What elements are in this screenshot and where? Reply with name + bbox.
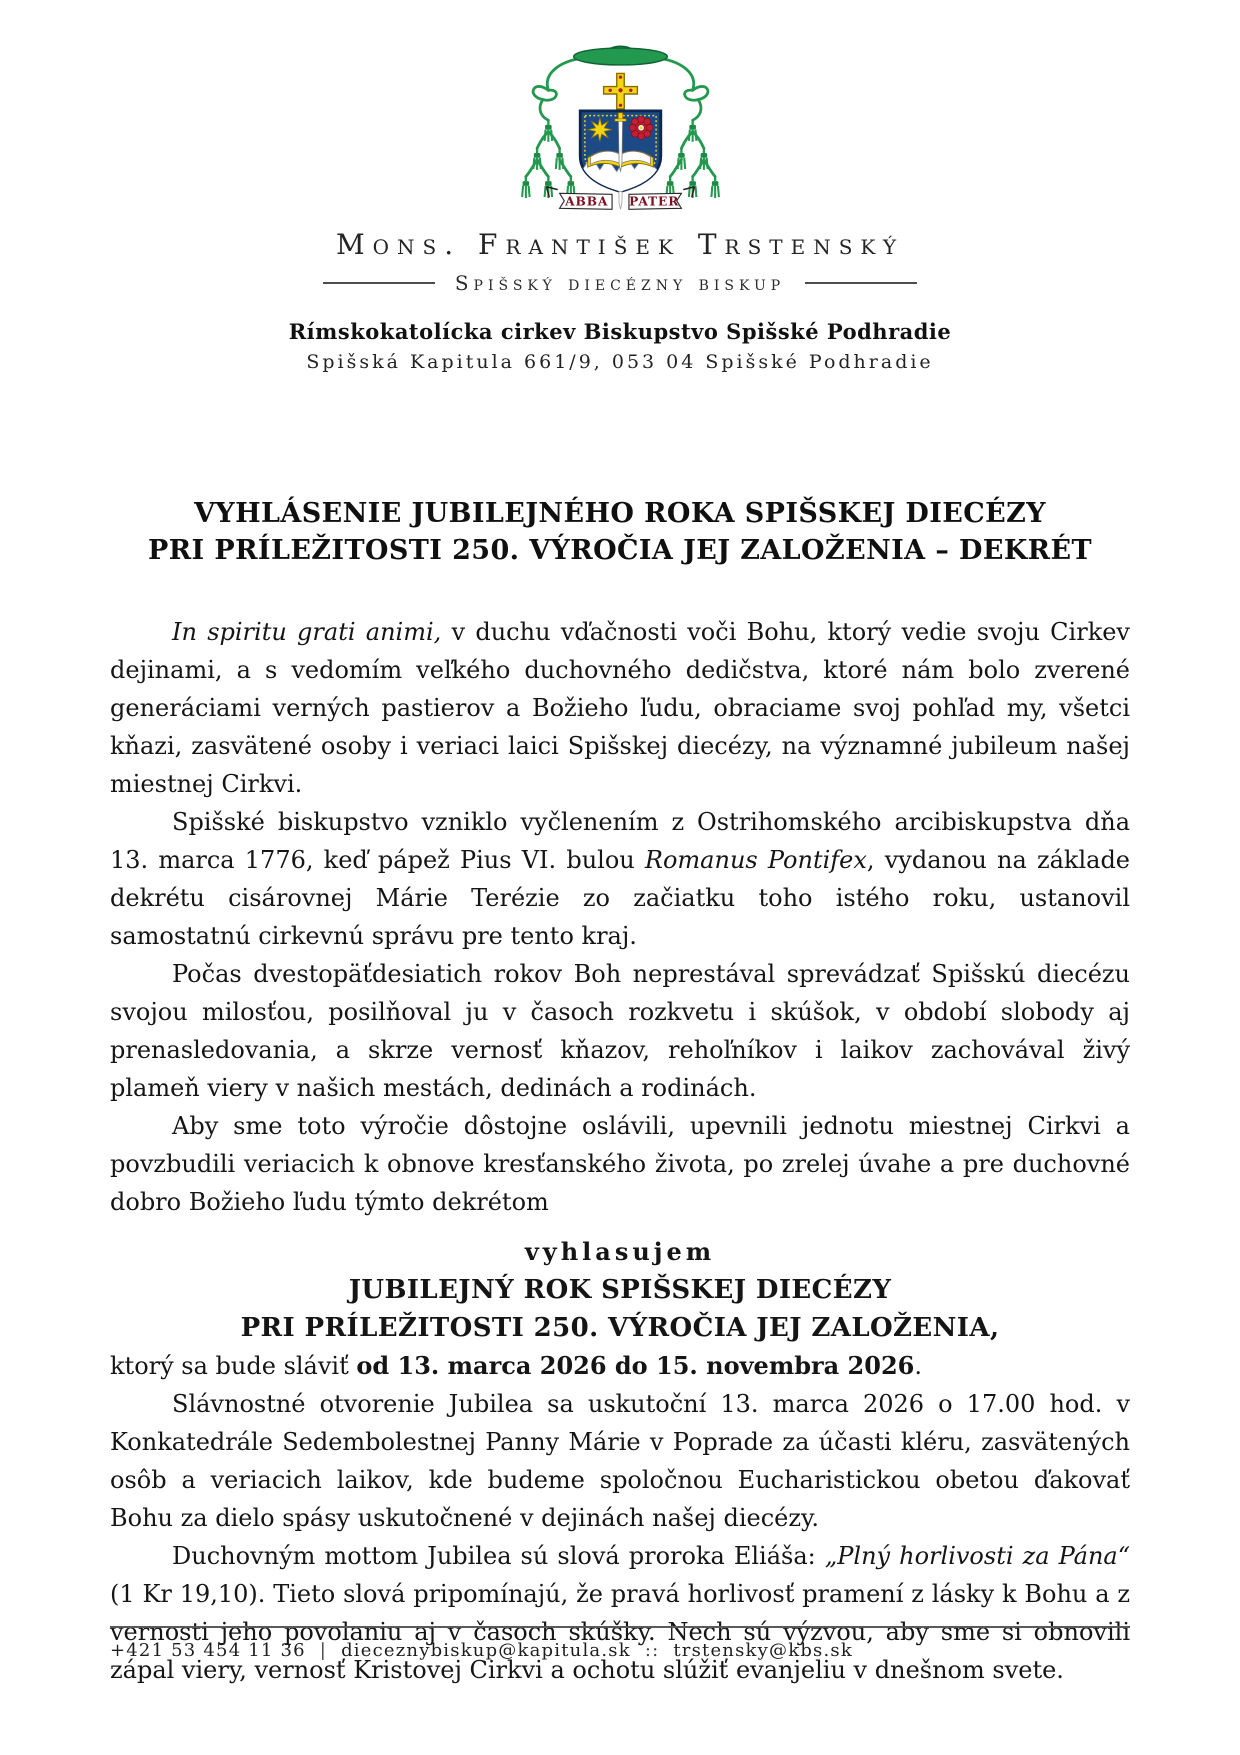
declaration-verb: vyhlasujem [524, 1237, 716, 1266]
paragraph-history: Spišské biskupstvo vzniklo vyčlenením z Ostrihomského arcibiskupstva dňa 13. marca 1776, keď pápež Pius VI. bulou Romanus Pontifex, vydanou na základe dekrétu cisárovnej Márie Terézie zo začiatku toho istého roku, ustanovil samostatnú cirkevnú správu pre tento kraj. [110, 808, 1131, 950]
motto-left-text: ABBA [564, 194, 608, 209]
letterhead [0, 0, 1240, 373]
organization-address: Spišská Kapitula 661/9, 053 04 Spišské Podhradie [306, 351, 934, 373]
paragraph-motto: Duchovným mottom Jubilea sú slová proroka Eliáša: „Plný horlivosti za Pána“ (1 Kr 19,10). Tieto slová pripomínajú, že pravá horlivosť pramení z lásky k Bohu a z vernosti jeho povolaniu aj v časoch skúšky. Nech sú výzvou, aby sme si obnovili zápal viery, vernosť Kristovej Cirkvi a ochotu slúžiť evanjeliu v dnešnom svete. [110, 1542, 1130, 1684]
paragraph-dates: ktorý sa bude sláviť od 13. marca 2026 do 15. novembra 2026. [110, 1351, 922, 1380]
rose-icon [629, 116, 653, 140]
document-title [0, 495, 1240, 569]
shield-icon [580, 111, 661, 192]
paragraph-opening-ceremony: Slávnostné otvorenie Jubilea sa uskutoční 13. marca 2026 o 17.00 hod. v Konkatedrále Sedembolestnej Panny Márie v Poprade za účasti kléru, zasvätených osôb a veriacich laikov, kde budeme spoločnou Eucharistickou obetou ďakovať Bohu za dielo spásy uskutočnené v dejinách našej diecézy. [110, 1390, 1130, 1532]
declaration-line2: PRI PRÍLEŽITOSTI 250. VÝROČIA JEJ ZALOŽENIA, [240, 1313, 1000, 1343]
footer-contact-bar [110, 1626, 1130, 1661]
footer-separator-1: | [319, 1640, 328, 1661]
sword-tip-icon [618, 191, 621, 209]
galero-hat-icon [573, 46, 667, 65]
bishop-role-row [0, 271, 1240, 295]
footer-email-office: dieceznybiskup@kapitula.sk [341, 1640, 631, 1661]
right-rule-divider [805, 282, 917, 284]
bishop-coat-of-arms-icon [494, 34, 747, 214]
declaration-block [110, 1233, 1130, 1347]
organization-name: Rímskokatolícka cirkev Biskupstvo Spišské Podhradie [288, 319, 952, 344]
cross-icon [603, 73, 637, 109]
paragraph-purpose: Aby sme toto výročie dôstojne oslávili, upevnili jednotu miestnej Cirkvi a povzbudili veriacich k obnove kresťanského života, po zrelej úvahe a pre duchovné dobro Božieho ľudu týmto dekrétom [110, 1112, 1130, 1216]
footer-email-personal: trstensky@kbs.sk [673, 1640, 853, 1661]
footer-separator-2: :: [644, 1640, 660, 1661]
left-rule-divider [323, 282, 435, 284]
document-title-line1: VYHLÁSENIE JUBILEJNÉHO ROKA SPIŠSKEJ DIECÉZY [194, 498, 1046, 529]
paragraph-250-years: Počas dvestopäťdesiatich rokov Boh neprestával sprevádzať Spišskú diecézu svojou milosťou, posilňoval ju v časoch rozkvetu i skúšok, v období slobody aj prenasledovania, a skrze vernosť kňazov, rehoľníkov i laikov zachovával živý plameň viery v našich mestách, dedinách a rodinách. [110, 960, 1130, 1102]
motto-right-text: PATER [628, 194, 679, 209]
document-body [110, 613, 1130, 1689]
footer-phone: +421 53 454 11 36 [110, 1640, 306, 1661]
bishop-name: Mons. František Trstenský [335, 228, 905, 261]
bishop-role: Spišský diecézny biskup [454, 271, 786, 295]
paragraph-opening: In spiritu grati animi, v duchu vďačnosti voči Bohu, ktorý vedie svoju Cirkev dejinami, a s vedomím veľkého duchovného dedičstva, ktoré nám bolo zverené generáciami verných pastierov a Božieho ľudu, obraciame svoj pohľad my, všetci kňazi, zasvätené osoby i veriaci laici Spišskej diecézy, na významné jubileum našej miestnej Cirkvi. [110, 618, 1130, 798]
declaration-line1: JUBILEJNÝ ROK SPIŠSKEJ DIECÉZY [348, 1275, 892, 1305]
document-title-line2: PRI PRÍLEŽITOSTI 250. VÝROČIA JEJ ZALOŽENIA – DEKRÉT [148, 535, 1092, 566]
star-icon [587, 117, 611, 141]
